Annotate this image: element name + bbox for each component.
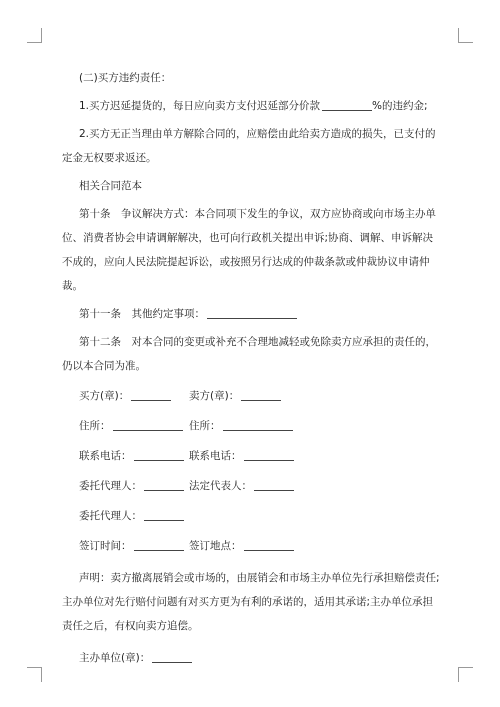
buyer-liability-heading: (二)买方违约责任： xyxy=(79,72,172,84)
document-body xyxy=(62,66,442,670)
organizer-seal xyxy=(62,646,442,670)
seller-address-blank[interactable] xyxy=(223,417,293,431)
agent-row xyxy=(62,474,442,498)
phone-row xyxy=(62,444,442,468)
seller-phone-label: 联系电话： xyxy=(189,450,242,462)
seller-seal-blank[interactable] xyxy=(241,387,281,401)
buyer-liability-item-1 xyxy=(62,94,442,118)
buyer-liability-item-2: 2.买方无正当理由单方解除合同的，应赔偿由此给卖方造成的损失，已支付的定金无权要求返还。 xyxy=(62,128,436,164)
penalty-rate-blank[interactable] xyxy=(322,97,372,111)
organizer-seal-blank[interactable] xyxy=(152,649,192,663)
seller-seal-label: 卖方(章)： xyxy=(189,390,240,402)
buyer-agent-blank[interactable] xyxy=(144,477,184,491)
sign-place-label: 签订地点： xyxy=(189,540,242,552)
statement: 声明：卖方撤离展销会或市场的，由展销会和市场主办单位先行承担赔偿责任;主办单位对先行赔付问题有对买方更为有利的承诺的，适用其承诺;主办单位承担责任之后，有权向卖方追偿。 xyxy=(62,572,440,632)
item1-text: 1.买方迟延提货的，每日应向卖方支付迟延部分价款 xyxy=(79,100,321,112)
buyer-seal-label: 买方(章)： xyxy=(79,390,130,402)
article-12: 第十二条 对本合同的变更或补充不合理地减轻或免除卖方应承担的责任的，仍以本合同为准。 xyxy=(62,336,436,372)
buyer-phone-blank[interactable] xyxy=(134,447,184,461)
seller-rep-label: 法定代表人： xyxy=(189,480,252,492)
buyer-address-label: 住所： xyxy=(79,420,111,432)
seller-address-label: 住所： xyxy=(189,420,221,432)
article-10: 第十条 争议解决方式：本合同项下发生的争议，双方应协商或向市场主办单位、消费者协会申请调解解决，也可向行政机关提出申诉;协商、调解、申诉解决不成的，应向人民法院提起诉讼，或按照另行达成的仲裁条款或仲裁协议申请仲裁。 xyxy=(62,208,436,292)
agent2-row xyxy=(62,504,442,528)
buyer-agent-label: 委托代理人： xyxy=(79,480,142,492)
buyer-address-blank[interactable] xyxy=(113,417,183,431)
sign-place-blank[interactable] xyxy=(244,537,294,551)
sign-time-row xyxy=(62,534,442,558)
buyer-phone-label: 联系电话： xyxy=(79,450,132,462)
agent2-label: 委托代理人： xyxy=(79,510,142,522)
crop-mark-top-left xyxy=(27,28,42,43)
crop-mark-bottom-right xyxy=(458,667,473,682)
sign-time-label: 签订时间： xyxy=(79,540,132,552)
crop-mark-top-right xyxy=(458,28,473,43)
sign-time-blank[interactable] xyxy=(134,537,184,551)
agent2-blank[interactable] xyxy=(144,507,184,521)
seller-rep-blank[interactable] xyxy=(254,477,294,491)
article-11 xyxy=(62,302,442,326)
address-row xyxy=(62,414,442,438)
crop-mark-bottom-left xyxy=(27,667,42,682)
item1-suffix: %的违约金; xyxy=(372,100,428,112)
article-11-label: 第十一条 其他约定事项： xyxy=(79,308,205,320)
seal-row xyxy=(62,384,442,408)
seller-phone-blank[interactable] xyxy=(244,447,294,461)
organizer-seal-label: 主办单位(章)： xyxy=(79,652,151,664)
buyer-seal-blank[interactable] xyxy=(131,387,171,401)
other-terms-blank[interactable] xyxy=(207,305,297,319)
related-contract-title: 相关合同范本 xyxy=(79,180,142,192)
